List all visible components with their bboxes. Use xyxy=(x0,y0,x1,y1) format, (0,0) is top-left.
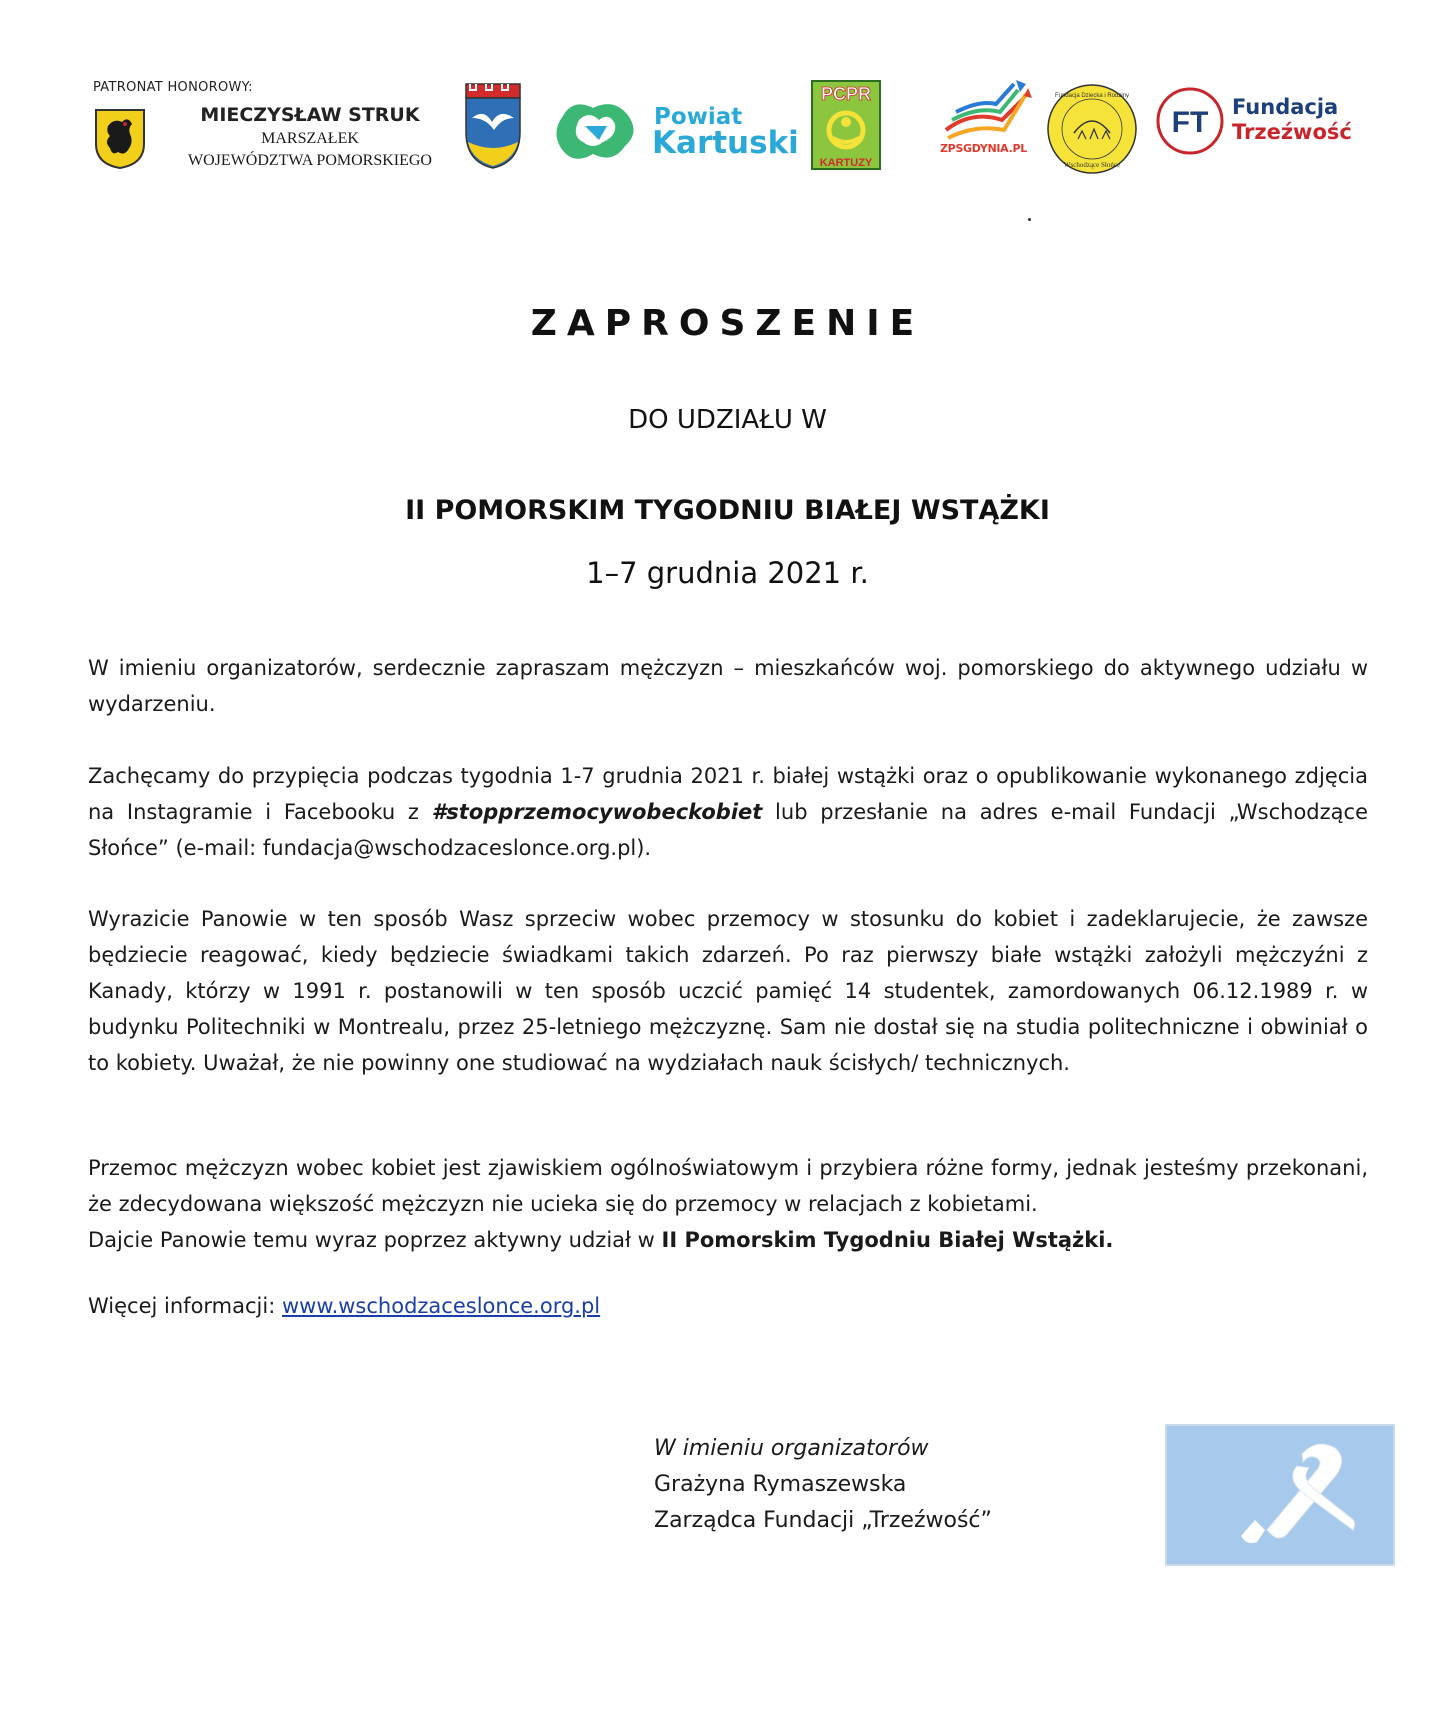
ft-line2: Trzeźwość xyxy=(1232,120,1352,144)
event-name-bold: II Pomorskim Tygodniu Białej Wstążki. xyxy=(661,1228,1114,1252)
paragraph-encouragement-text-a: Zachęcamy do przypięcia podczas tygodnia 1-7 grudnia 2021 r. białej wstążki oraz o opublikowanie wykonanego zdjęcia na Instagramie i Facebooku z xyxy=(88,764,1368,824)
page-title: ZAPROSZENIE xyxy=(530,303,925,344)
white-ribbon-image xyxy=(1165,1424,1395,1566)
paragraph-invitation: W imieniu organizatorów, serdecznie zapraszam mężczyzn – mieszkańców woj. pomorskiego do aktywnego udziału w wydarzeniu. xyxy=(88,656,1368,716)
pcpr-bottom-text: KARTUZY xyxy=(819,157,873,169)
fundacja-trzezwosc-logo-icon xyxy=(1155,86,1225,156)
patron-region: WOJEWÓDZTWA POMORSKIEGO xyxy=(188,152,432,169)
signature-line1: W imieniu organizatorów xyxy=(654,1436,929,1461)
paragraph-closing-text-a: Przemoc mężczyzn wobec kobiet jest zjawiskiem ogólnoświatowym i przybiera różne formy, jednak jesteśmy przekonani, że zdecydowana większość mężczyzn nie ucieka się do przemocy w relacjach z kobietami. xyxy=(88,1156,1368,1216)
paragraph-history: Wyrazicie Panowie w ten sposób Wasz sprzeciw wobec przemocy w stosunku do kobiet i zadeklarujecie, że zawsze będziecie reagować, kiedy będziecie świadkami takich zdarzeń. Po raz pierwszy białe wstążki założyli mężczyźni z Kanady, którzy w 1991 r. postanowili w ten sposób uczcić pamięć 14 studentek, zamordowanych 06.12.1989 r. w budynku Politechniki w Montrealu, przez 25-letniego mężczyznę. Sam nie dostał się na studia politechniczne i obwiniał o to kobiety. Uważał, że nie powinny one studiować na wydziałach nauk ścisłych/ technicznych. xyxy=(88,907,1368,1075)
paragraph-encouragement-text-b: lub przesłanie na adres e-mail Fundacji „Wschodzące Słońce” (e-mail: fundacja@wschodzaceslonce.org.pl). xyxy=(88,800,1368,860)
pcpr-kartuzy-logo-icon xyxy=(811,80,881,170)
powiat-kartuski-logo-icon xyxy=(553,96,639,166)
pomorskie-griffin-crest-icon xyxy=(94,108,146,170)
wschodzace-slonce-logo-icon xyxy=(1046,83,1138,175)
event-dates: 1–7 grudnia 2021 r. xyxy=(586,556,869,590)
patron-label: PATRONAT HONOROWY: xyxy=(93,80,253,95)
paragraph-encouragement xyxy=(88,758,1368,866)
more-info-label: Więcej informacji: xyxy=(88,1294,282,1318)
powiat-line2: Kartuski xyxy=(652,125,799,161)
event-name: II POMORSKIM TYGODNIU BIAŁEJ WSTĄŻKI xyxy=(405,495,1050,526)
white-ribbon-icon xyxy=(1167,1426,1393,1564)
ft-mark-text: FT xyxy=(1171,106,1209,139)
pcpr-top-text: PCPR xyxy=(820,84,872,104)
ws-top-text: Fundacja Dziecka i Rodziny xyxy=(1054,93,1130,99)
paragraph-closing-text-b: Dajcie Panowie temu wyraz poprzez aktywny udział w xyxy=(88,1228,662,1252)
zps-gdynia-label: ZPSGDYNIA.PL xyxy=(940,142,1027,155)
patron-title: MARSZAŁEK xyxy=(261,130,359,147)
subtitle: DO UDZIAŁU W xyxy=(628,405,827,435)
ws-bottom-text: Wschodzące Słońce xyxy=(1063,161,1121,169)
paragraph-closing xyxy=(88,1150,1368,1258)
signature-role: Zarządca Fundacji „Trzeźwość” xyxy=(654,1508,992,1533)
hashtag: #stopprzemocywobeckobiet xyxy=(431,800,763,824)
powiat-line1: Powiat xyxy=(654,104,743,130)
patron-name: MIECZYSŁAW STRUK xyxy=(200,104,420,126)
more-info xyxy=(88,1294,600,1318)
stray-dot xyxy=(1028,218,1031,221)
kartuzy-crest-icon xyxy=(462,82,524,170)
signature-name: Grażyna Rymaszewska xyxy=(654,1472,907,1497)
ft-line1: Fundacja xyxy=(1232,95,1339,119)
website-link[interactable]: www.wschodzaceslonce.org.pl xyxy=(281,1294,601,1318)
